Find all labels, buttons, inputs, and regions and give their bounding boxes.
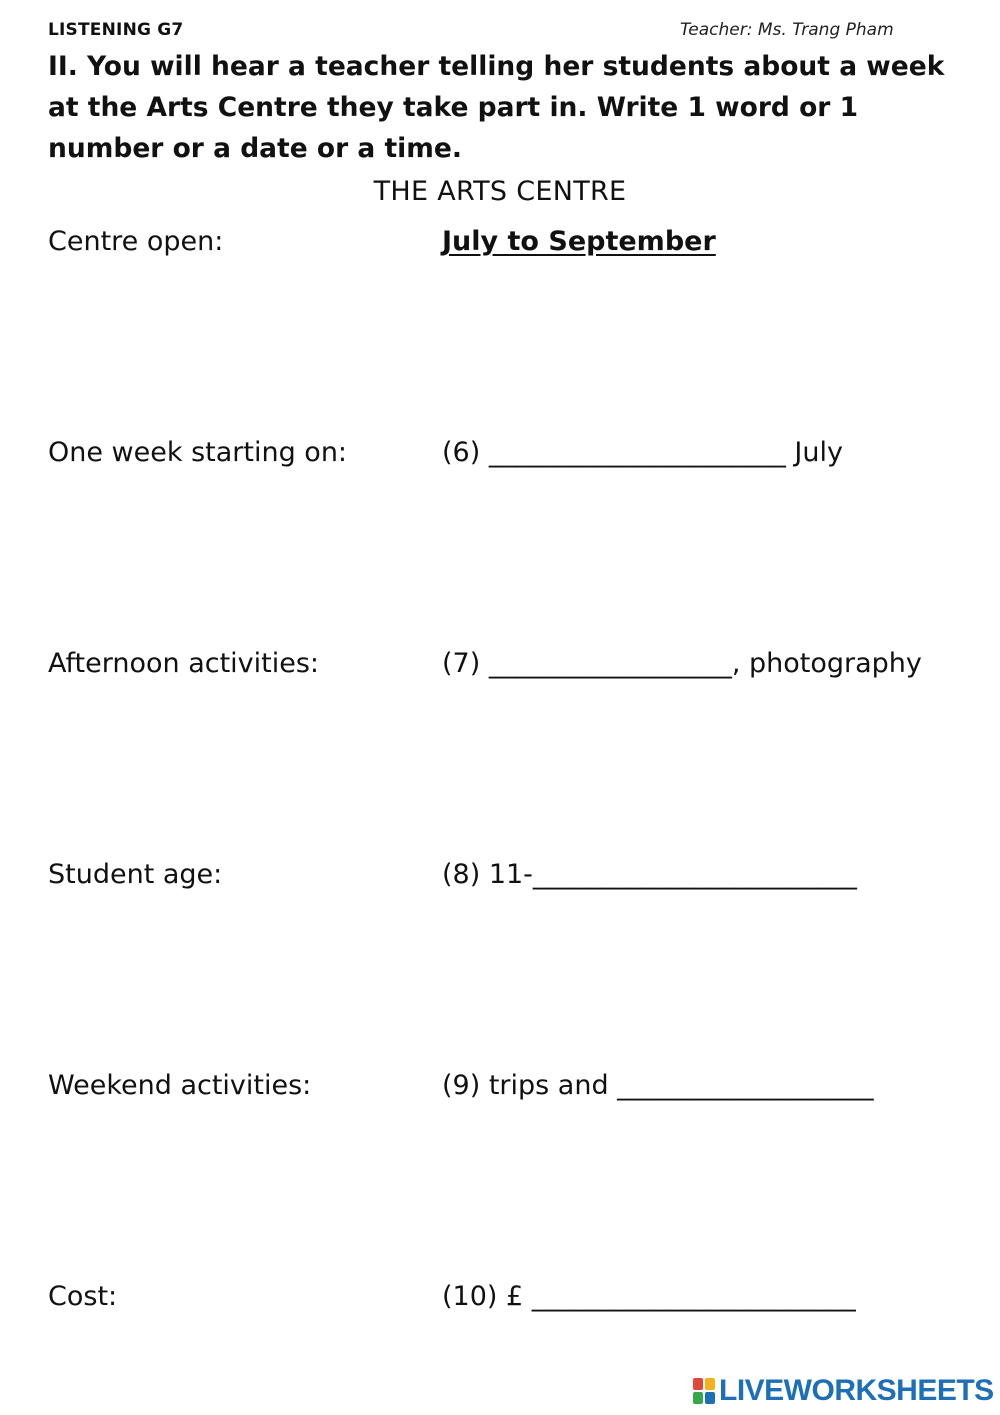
question-10-blank[interactable]: (10) £ ________________________ xyxy=(442,1281,856,1312)
liveworksheets-logo-icon xyxy=(693,1378,715,1404)
row-label: Student age: xyxy=(48,859,223,890)
question-8-blank[interactable]: (8) 11-________________________ xyxy=(442,859,857,890)
row-label: Afternoon activities: xyxy=(48,648,320,679)
section-title: THE ARTS CENTRE xyxy=(373,176,627,207)
liveworksheets-logo[interactable] xyxy=(693,1373,994,1409)
row-label: Cost: xyxy=(48,1281,118,1312)
question-6-blank[interactable]: (6) ______________________ July xyxy=(442,437,843,468)
teacher-name: Teacher: Ms. Trang Pham xyxy=(680,20,894,40)
row-student-age xyxy=(0,855,1000,895)
example-answer: July to September xyxy=(442,226,716,257)
worksheet-level-label: LISTENING G7 xyxy=(48,20,184,40)
row-cost xyxy=(0,1277,1000,1317)
row-centre-open xyxy=(0,222,1000,262)
question-7-blank[interactable]: (7) __________________, photography xyxy=(442,648,922,679)
row-week-start xyxy=(0,433,1000,473)
row-weekend-activities xyxy=(0,1066,1000,1106)
row-label: One week starting on: xyxy=(48,437,348,468)
instructions-text: II. You will hear a teacher telling her students about a week at the Arts Centre they take part in. Write 1 word or 1 number or a date or a time. xyxy=(48,51,945,164)
row-label: Centre open: xyxy=(48,226,224,257)
liveworksheets-logo-text: LIVEWORKSHEETS xyxy=(719,1374,994,1407)
row-label: Weekend activities: xyxy=(48,1070,312,1101)
row-afternoon-activities xyxy=(0,644,1000,684)
question-9-blank[interactable]: (9) trips and ___________________ xyxy=(442,1070,874,1101)
